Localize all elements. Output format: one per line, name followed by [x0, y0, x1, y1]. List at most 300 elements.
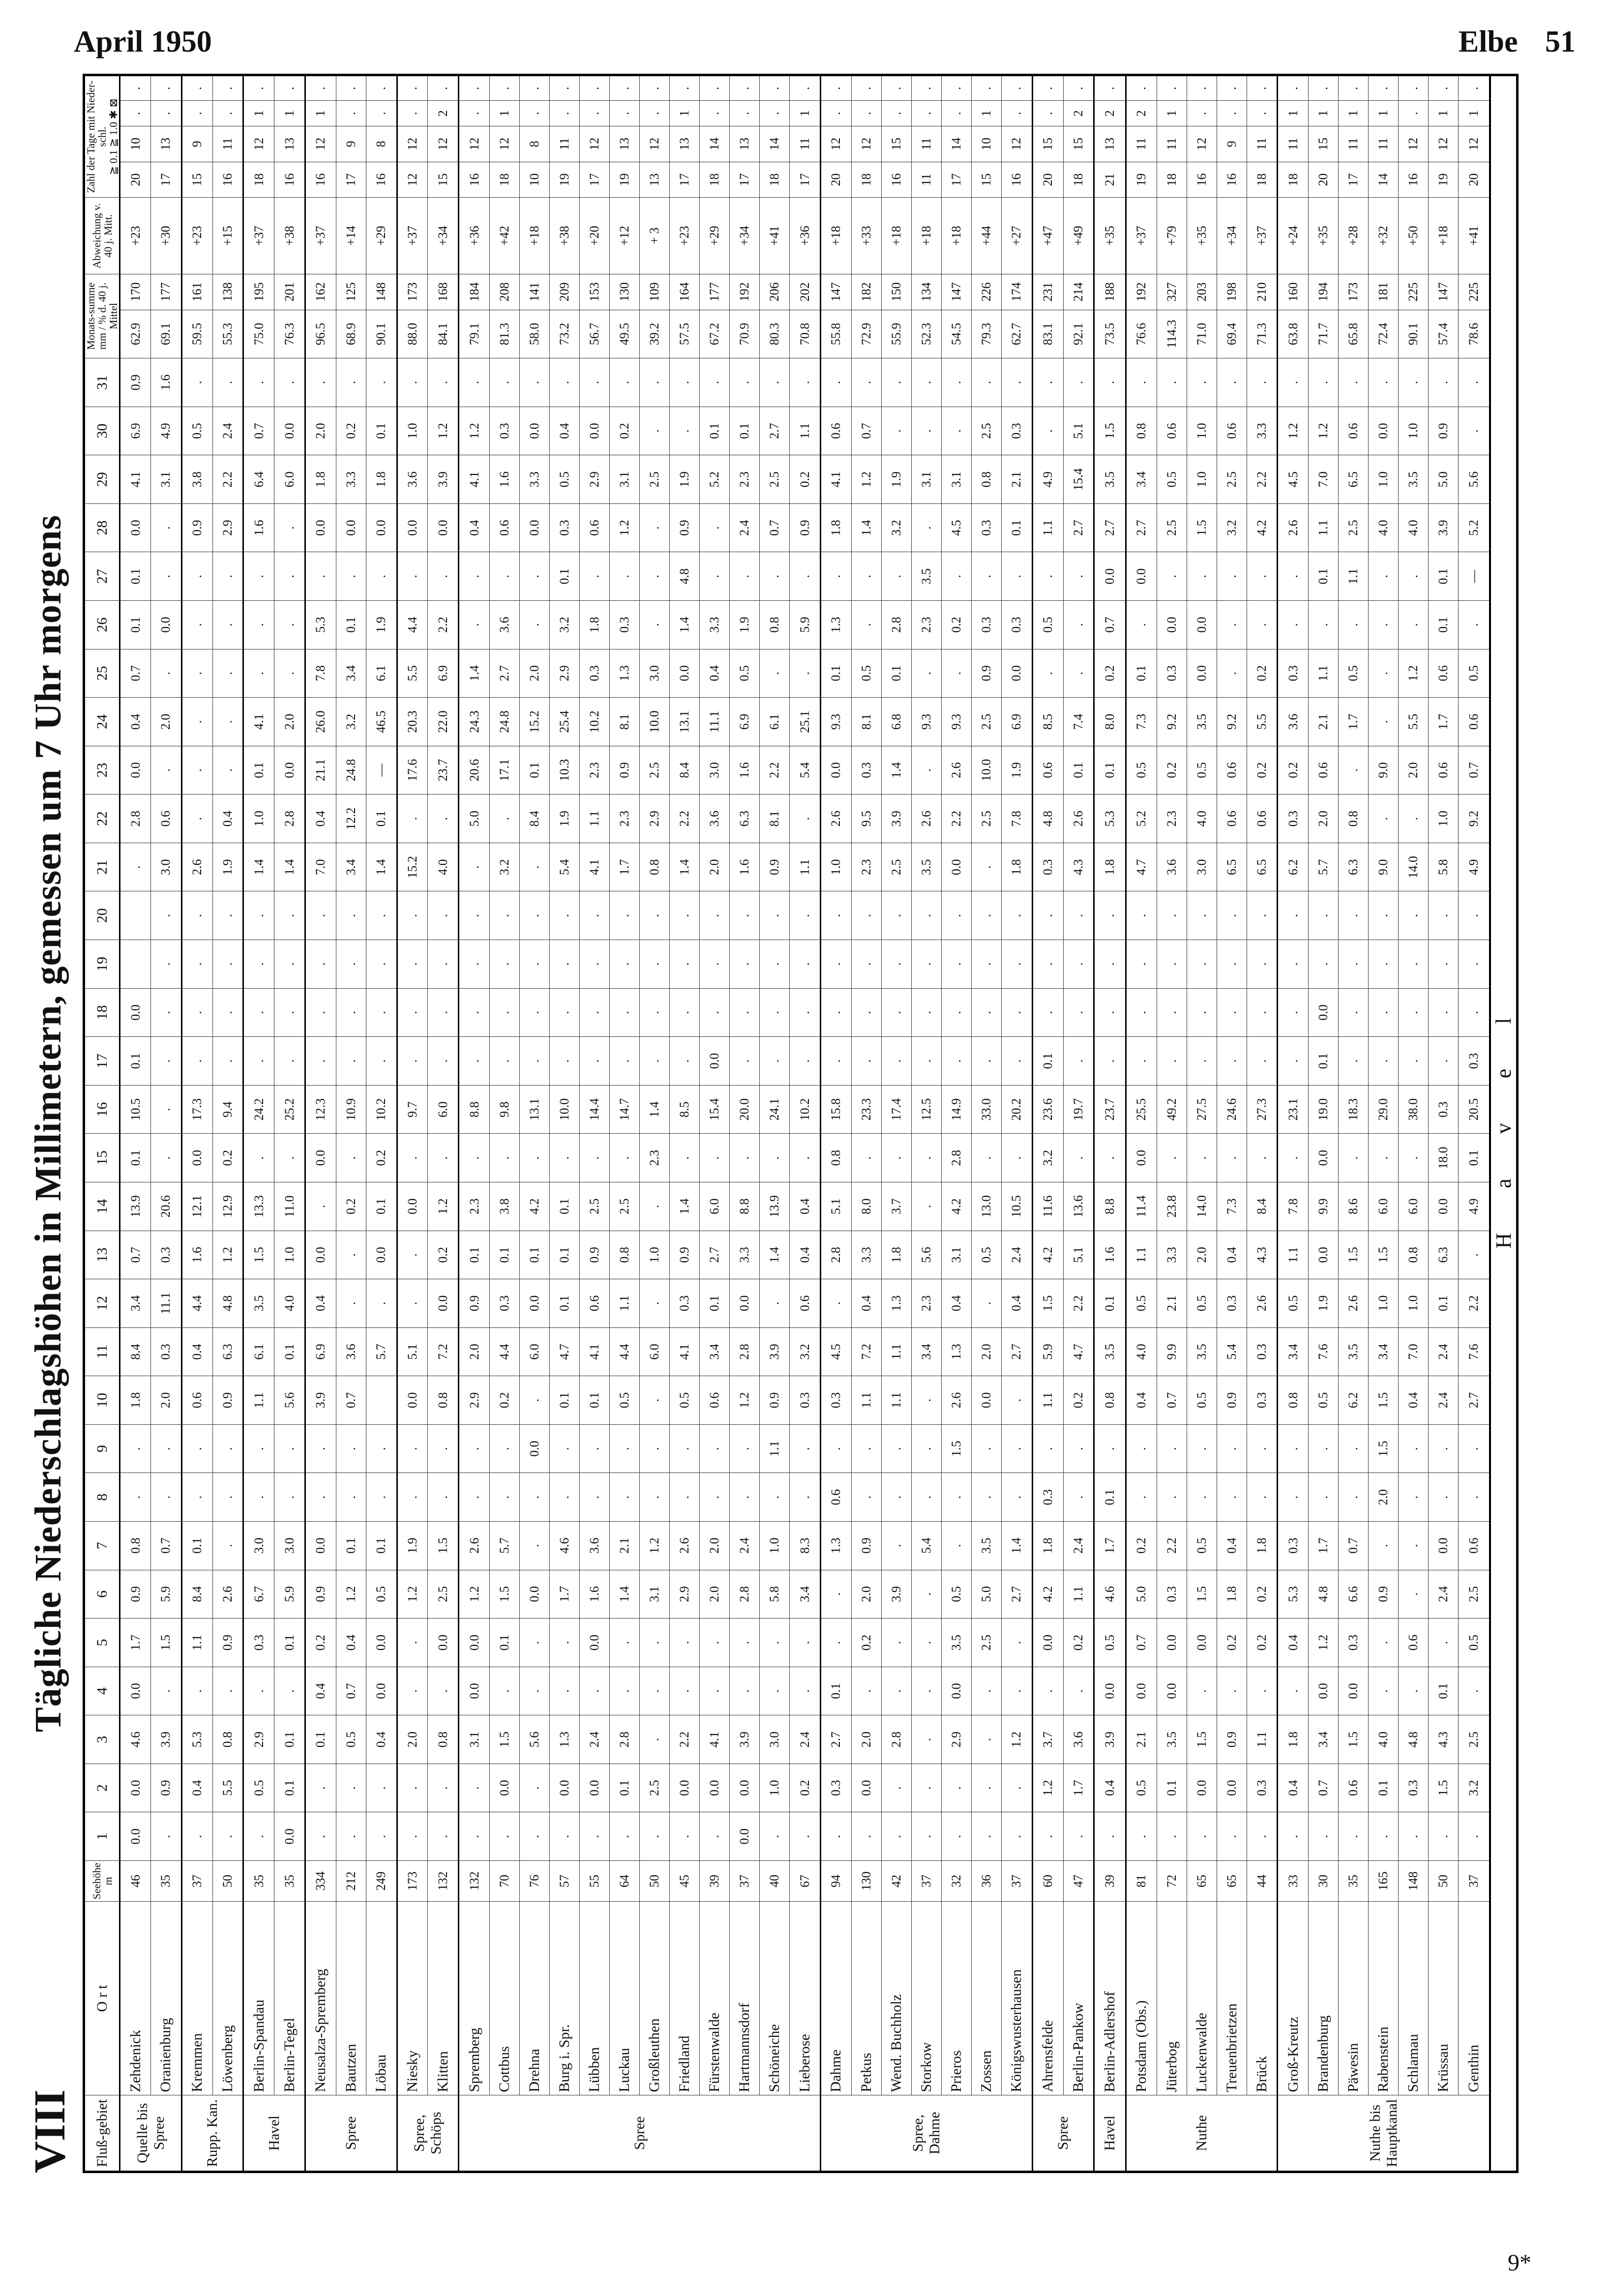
daily-value-cell: 0.0	[120, 1812, 151, 1861]
daily-value-cell: .	[428, 1764, 459, 1812]
days-ge-10-cell: 12	[459, 126, 490, 162]
daily-value-cell: 13.9	[120, 1182, 151, 1231]
daily-value-cell: .	[274, 552, 305, 601]
daily-value-cell: .	[336, 1764, 366, 1812]
daily-value-cell: 2.5	[1459, 1570, 1490, 1619]
header-day: 26	[84, 601, 120, 649]
daily-value-cell: 5.5	[1399, 698, 1429, 746]
daily-value-cell: 1.6	[489, 455, 519, 504]
daily-value-cell: 15.8	[821, 1085, 852, 1134]
table-row	[1309, 75, 1339, 2172]
daily-value-cell: 1.0	[821, 843, 852, 891]
daily-value-cell: .	[941, 1812, 971, 1861]
daily-value-cell: .	[580, 1473, 610, 1522]
daily-value-cell: .	[366, 988, 397, 1037]
days-ge-01-cell: 20	[120, 162, 151, 198]
daily-value-cell: 0.0	[428, 1279, 459, 1328]
other-days-cell: .	[366, 75, 397, 101]
elevation-cell: 35	[151, 1861, 182, 1902]
daily-value-cell: 10.0	[549, 1085, 579, 1134]
daily-value-cell: .	[1094, 891, 1126, 940]
daily-value-cell: 23.1	[1278, 1085, 1309, 1134]
daily-value-cell: 1.6	[181, 1231, 212, 1279]
daily-value-cell: 0.0	[941, 1667, 971, 1715]
daily-value-cell: 8.4	[670, 746, 700, 795]
daily-value-cell: 4.1	[670, 1327, 700, 1376]
elevation-cell: 55	[580, 1861, 610, 1902]
daily-value-cell: .	[821, 891, 852, 940]
daily-value-cell: 0.1	[181, 1521, 212, 1570]
daily-value-cell: 5.3	[305, 601, 336, 649]
daily-value-cell: .	[1278, 891, 1309, 940]
daily-value-cell: .	[580, 1134, 610, 1182]
days-ge-01-cell: 15	[428, 162, 459, 198]
daily-value-cell: 0.4	[1399, 1376, 1429, 1425]
daily-value-cell: 3.0	[760, 1715, 790, 1764]
daily-value-cell: 0.1	[120, 552, 151, 601]
deviation-cell: +34	[730, 198, 760, 274]
daily-value-cell: .	[1459, 1424, 1490, 1473]
daily-value-cell: 0.0	[366, 503, 397, 552]
daily-value-cell: 0.3	[151, 1327, 182, 1376]
daily-value-cell: .	[640, 503, 670, 552]
daily-value-cell: 0.1	[549, 1182, 579, 1231]
daily-value-cell: 0.4	[1278, 1764, 1309, 1812]
daily-value-cell: .	[1032, 1667, 1063, 1715]
daily-value-cell: 7.3	[1126, 698, 1157, 746]
daily-value-cell: 2.5	[971, 795, 1001, 843]
monthly-sum-cell: 78.6	[1459, 310, 1490, 358]
daily-value-cell: .	[730, 988, 760, 1037]
daily-value-cell: .	[1369, 1134, 1399, 1182]
monthly-sum-cell: 79.1	[459, 310, 490, 358]
days-ge-01-cell: 11	[911, 162, 941, 198]
elevation-cell: 212	[336, 1861, 366, 1902]
daily-value-cell: 2.2	[941, 795, 971, 843]
monthly-sum-cell: 57.4	[1429, 310, 1459, 358]
days-ge-10-cell: 11	[911, 126, 941, 162]
daily-value-cell: 0.2	[336, 407, 366, 455]
days-ge-10-cell: 12	[489, 126, 519, 162]
header-monatssumme: Monats-summe mm / % d. 40 j. Mittel	[84, 274, 120, 358]
header-day: 27	[84, 552, 120, 601]
station-name: Groß-Kreutz	[1278, 1902, 1309, 2095]
snow-days-cell: .	[519, 101, 549, 126]
daily-value-cell: 0.3	[1429, 1085, 1459, 1134]
daily-value-cell: .	[1126, 358, 1157, 407]
monthly-sum-cell: 59.5	[181, 310, 212, 358]
daily-value-cell: 0.5	[1309, 1376, 1339, 1425]
daily-value-cell: .	[1187, 1473, 1217, 1522]
daily-value-cell: .	[1187, 1424, 1217, 1473]
days-ge-10-cell: 12	[1429, 126, 1459, 162]
daily-value-cell: 0.0	[971, 1376, 1001, 1425]
daily-value-cell: 0.0	[459, 1619, 490, 1667]
daily-value-cell: 1.2	[640, 1521, 670, 1570]
percent-of-mean-cell: 177	[700, 274, 730, 310]
daily-value-cell: .	[881, 1473, 911, 1522]
daily-value-cell: 1.0	[1369, 1279, 1399, 1328]
daily-value-cell: 0.2	[610, 407, 640, 455]
daily-value-cell: .	[212, 358, 243, 407]
percent-of-mean-cell: 214	[1063, 274, 1094, 310]
daily-value-cell: 1.4	[670, 843, 700, 891]
daily-value-cell: 2.5	[1157, 503, 1187, 552]
daily-value-cell: .	[519, 358, 549, 407]
daily-value-cell: 0.0	[1217, 1764, 1247, 1812]
daily-value-cell: 0.3	[151, 1231, 182, 1279]
deviation-cell: +36	[790, 198, 821, 274]
daily-value-cell: 3.8	[181, 455, 212, 504]
daily-value-cell: .	[1399, 1521, 1429, 1570]
daily-value-cell: .	[971, 1037, 1001, 1086]
daily-value-cell: .	[881, 1812, 911, 1861]
monthly-sum-cell: 56.7	[580, 310, 610, 358]
other-days-cell: .	[305, 75, 336, 101]
daily-value-cell: .	[181, 1473, 212, 1522]
daily-value-cell: .	[821, 988, 852, 1037]
daily-value-cell: 0.0	[366, 1231, 397, 1279]
daily-value-cell: 2.0	[700, 1521, 730, 1570]
daily-value-cell: .	[151, 503, 182, 552]
daily-value-cell: .	[274, 940, 305, 989]
daily-value-cell: 0.3	[1247, 1764, 1278, 1812]
daily-value-cell: 24.8	[489, 698, 519, 746]
daily-value-cell: 1.0	[397, 407, 428, 455]
daily-value-cell: 1.2	[610, 503, 640, 552]
daily-value-cell: 12.3	[305, 1085, 336, 1134]
daily-value-cell: 0.0	[519, 1424, 549, 1473]
daily-value-cell: 4.8	[212, 1279, 243, 1328]
daily-value-cell: .	[1094, 358, 1126, 407]
daily-value-cell: 0.3	[1032, 1473, 1063, 1522]
daily-value-cell: 5.9	[274, 1570, 305, 1619]
daily-value-cell: 3.0	[151, 843, 182, 891]
days-ge-10-cell: 13	[670, 126, 700, 162]
other-days-cell: .	[730, 75, 760, 101]
daily-value-cell: 0.7	[1459, 746, 1490, 795]
daily-value-cell: 4.8	[1032, 795, 1063, 843]
daily-value-cell: 2.0	[519, 649, 549, 698]
daily-value-cell: .	[1247, 1037, 1278, 1086]
daily-value-cell: 11.1	[151, 1279, 182, 1328]
daily-value-cell: 0.5	[1126, 746, 1157, 795]
percent-of-mean-cell: 150	[881, 274, 911, 310]
daily-value-cell: .	[1217, 988, 1247, 1037]
daily-value-cell: 10.2	[790, 1085, 821, 1134]
daily-value-cell: 5.7	[489, 1521, 519, 1570]
daily-value-cell: .	[151, 1812, 182, 1861]
daily-value-cell: 0.0	[851, 1764, 881, 1812]
daily-value-cell: .	[1063, 1134, 1094, 1182]
daily-value-cell: 2.5	[971, 1619, 1001, 1667]
daily-value-cell: 1.4	[881, 746, 911, 795]
daily-value-cell: 0.5	[1126, 1279, 1157, 1328]
daily-value-cell: 2.7	[1459, 1376, 1490, 1425]
table-row	[519, 75, 549, 2172]
daily-value-cell: .	[730, 891, 760, 940]
daily-value-cell: .	[120, 843, 151, 891]
daily-value-cell: 0.2	[489, 1376, 519, 1425]
daily-value-cell: 5.1	[821, 1182, 852, 1231]
daily-value-cell: 0.0	[397, 1376, 428, 1425]
daily-value-cell: 1.7	[1063, 1764, 1094, 1812]
daily-value-cell: .	[790, 795, 821, 843]
daily-value-cell: .	[1217, 1134, 1247, 1182]
station-name: Fürstenwalde	[700, 1902, 730, 2095]
percent-of-mean-cell: 177	[151, 274, 182, 310]
table-row	[366, 75, 397, 2172]
daily-value-cell: 0.6	[1339, 407, 1369, 455]
daily-value-cell: 1.6	[580, 1570, 610, 1619]
snow-days-cell: 1	[1309, 101, 1339, 126]
days-ge-10-cell: 12	[428, 126, 459, 162]
days-ge-01-cell: 18	[700, 162, 730, 198]
daily-value-cell: 33.0	[971, 1085, 1001, 1134]
daily-value-cell: 1.5	[489, 1715, 519, 1764]
daily-value-cell: .	[274, 1667, 305, 1715]
daily-value-cell: .	[489, 552, 519, 601]
daily-value-cell: .	[700, 891, 730, 940]
daily-value-cell: 1.1	[881, 1376, 911, 1425]
elevation-cell: 76	[519, 1861, 549, 1902]
daily-value-cell: 0.0	[1032, 1619, 1063, 1667]
daily-value-cell: 0.1	[580, 1376, 610, 1425]
daily-value-cell: 0.0	[1001, 649, 1032, 698]
daily-value-cell: 9.0	[1369, 746, 1399, 795]
elevation-cell: 132	[428, 1861, 459, 1902]
daily-value-cell: 2.1	[610, 1521, 640, 1570]
daily-value-cell	[120, 940, 151, 989]
daily-value-cell: .	[941, 649, 971, 698]
daily-value-cell: 0.1	[821, 649, 852, 698]
daily-value-cell: .	[760, 552, 790, 601]
daily-value-cell: 1.2	[212, 1231, 243, 1279]
daily-value-cell: 0.5	[1187, 1376, 1217, 1425]
daily-value-cell: .	[1278, 601, 1309, 649]
daily-value-cell: 4.3	[1063, 843, 1094, 891]
daily-value-cell: .	[640, 1037, 670, 1086]
daily-value-cell: .	[1399, 601, 1429, 649]
daily-value-cell: 23.3	[851, 1085, 881, 1134]
days-ge-10-cell: 13	[274, 126, 305, 162]
other-days-cell: .	[120, 75, 151, 101]
daily-value-cell: .	[580, 552, 610, 601]
daily-value-cell: .	[1459, 358, 1490, 407]
monthly-sum-cell: 55.9	[881, 310, 911, 358]
daily-value-cell: 0.9	[181, 503, 212, 552]
daily-value-cell: 3.9	[881, 1570, 911, 1619]
daily-value-cell: 1.5	[1339, 1231, 1369, 1279]
daily-value-cell: .	[305, 358, 336, 407]
daily-value-cell: .	[670, 1134, 700, 1182]
daily-value-cell: .	[610, 1473, 640, 1522]
header-monatssumme-label: Monats-summe	[85, 282, 97, 350]
daily-value-cell: 0.1	[1429, 1667, 1459, 1715]
percent-of-mean-cell: 198	[1217, 274, 1247, 310]
daily-value-cell: 0.6	[580, 1279, 610, 1328]
daily-value-cell: 3.1	[459, 1715, 490, 1764]
daily-value-cell: 0.1	[610, 1764, 640, 1812]
header-day: 25	[84, 649, 120, 698]
daily-value-cell: 0.7	[1157, 1376, 1187, 1425]
daily-value-cell: 6.0	[519, 1327, 549, 1376]
daily-value-cell: 0.6	[821, 407, 852, 455]
daily-value-cell: 2.0	[1369, 1473, 1399, 1522]
daily-value-cell: 2.7	[821, 1715, 852, 1764]
daily-value-cell: 0.2	[851, 1619, 881, 1667]
daily-value-cell: 3.4	[1369, 1327, 1399, 1376]
header-day: 18	[84, 988, 120, 1037]
daily-value-cell: 0.5	[730, 649, 760, 698]
table-row	[1094, 75, 1126, 2172]
percent-of-mean-cell: 184	[459, 274, 490, 310]
daily-value-cell: .	[1001, 1134, 1032, 1182]
daily-value-cell: 0.0	[1369, 407, 1399, 455]
daily-value-cell: .	[851, 1424, 881, 1473]
daily-value-cell: 5.5	[212, 1764, 243, 1812]
days-ge-01-cell: 18	[489, 162, 519, 198]
daily-value-cell: 0.0	[305, 1231, 336, 1279]
daily-value-cell: .	[1339, 1812, 1369, 1861]
daily-value-cell: 1.0	[760, 1521, 790, 1570]
daily-value-cell: .	[397, 1812, 428, 1861]
table-row	[243, 75, 274, 2172]
daily-value-cell: .	[1187, 940, 1217, 989]
daily-value-cell: 6.0	[700, 1182, 730, 1231]
percent-of-mean-cell: 231	[1032, 274, 1063, 310]
daily-value-cell: 8.1	[610, 698, 640, 746]
deviation-cell: +47	[1032, 198, 1063, 274]
snow-days-cell: .	[397, 101, 428, 126]
daily-value-cell: .	[1309, 1473, 1339, 1522]
table-row	[305, 75, 336, 2172]
elevation-cell: 50	[1429, 1861, 1459, 1902]
monthly-sum-cell: 84.1	[428, 310, 459, 358]
daily-value-cell: 0.5	[1187, 1279, 1217, 1328]
daily-value-cell: 1.2	[428, 1182, 459, 1231]
daily-value-cell: 5.1	[1063, 1231, 1094, 1279]
daily-value-cell: .	[971, 940, 1001, 989]
daily-value-cell: 1.4	[760, 1231, 790, 1279]
daily-value-cell: 0.3	[971, 601, 1001, 649]
deviation-cell: +23	[181, 198, 212, 274]
daily-value-cell: .	[610, 1037, 640, 1086]
daily-value-cell: 0.1	[700, 1279, 730, 1328]
daily-value-cell: 4.6	[549, 1521, 579, 1570]
daily-value-cell: 0.0	[1094, 1667, 1126, 1715]
daily-value-cell: .	[640, 358, 670, 407]
daily-value-cell: 1.2	[459, 407, 490, 455]
daily-value-cell: .	[1278, 552, 1309, 601]
daily-value-cell: .	[640, 601, 670, 649]
table-row	[580, 75, 610, 2172]
daily-value-cell: 3.3	[700, 601, 730, 649]
daily-value-cell: 3.6	[489, 601, 519, 649]
daily-value-cell: .	[1399, 940, 1429, 989]
daily-value-cell: 2.4	[1429, 1376, 1459, 1425]
table-row	[640, 75, 670, 2172]
daily-value-cell: .	[640, 1424, 670, 1473]
daily-value-cell: 0.2	[366, 1134, 397, 1182]
daily-value-cell: 24.2	[243, 1085, 274, 1134]
daily-value-cell: 1.0	[243, 795, 274, 843]
daily-value-cell: 3.6	[1278, 698, 1309, 746]
daily-value-cell: 7.6	[1309, 1327, 1339, 1376]
daily-value-cell: 1.8	[580, 601, 610, 649]
snow-days-cell: 1	[1459, 101, 1490, 126]
table-row	[181, 75, 212, 2172]
daily-value-cell: 0.0	[489, 1764, 519, 1812]
daily-value-cell: .	[397, 1667, 428, 1715]
daily-value-cell: 4.4	[489, 1327, 519, 1376]
daily-value-cell: 3.7	[1032, 1715, 1063, 1764]
other-days-cell: .	[610, 75, 640, 101]
daily-value-cell: 2.8	[881, 601, 911, 649]
daily-value-cell: .	[459, 358, 490, 407]
daily-value-cell: 2.0	[151, 698, 182, 746]
elevation-cell: 35	[1339, 1861, 1369, 1902]
days-ge-10-cell: 10	[120, 126, 151, 162]
days-ge-01-cell: 17	[670, 162, 700, 198]
daily-value-cell: 0.1	[336, 1521, 366, 1570]
daily-value-cell: 0.3	[1247, 1327, 1278, 1376]
daily-value-cell: .	[181, 698, 212, 746]
deviation-cell: +38	[274, 198, 305, 274]
daily-value-cell: .	[305, 1473, 336, 1522]
daily-value-cell: .	[181, 1812, 212, 1861]
daily-value-cell: 2.5	[640, 455, 670, 504]
days-ge-01-cell: 15	[181, 162, 212, 198]
daily-value-cell: .	[120, 1473, 151, 1522]
snow-days-cell: .	[911, 101, 941, 126]
daily-value-cell: 0.3	[580, 649, 610, 698]
deviation-cell: +27	[1001, 198, 1032, 274]
daily-value-cell: 2.1	[1309, 698, 1339, 746]
deviation-cell: +35	[1309, 198, 1339, 274]
daily-value-cell: 0.6	[821, 1473, 852, 1522]
page-title: Tägliche Niederschlagshöhen in Millimetern, gemessen um 7 Uhr morgens	[28, 514, 69, 1733]
daily-value-cell: .	[243, 1134, 274, 1182]
daily-value-cell: .	[1247, 891, 1278, 940]
snow-days-cell: .	[151, 101, 182, 126]
daily-value-cell: 0.0	[305, 1134, 336, 1182]
daily-value-cell: 0.9	[1369, 1570, 1399, 1619]
daily-value-cell: 0.0	[397, 503, 428, 552]
daily-value-cell: 4.7	[1063, 1327, 1094, 1376]
page-number: 51	[1545, 25, 1576, 59]
daily-value-cell: 7.3	[1217, 1182, 1247, 1231]
header-ge01: ≧ 0.1	[107, 149, 120, 176]
daily-value-cell: 7.8	[305, 649, 336, 698]
daily-value-cell: .	[1126, 891, 1157, 940]
daily-value-cell: 0.3	[790, 1376, 821, 1425]
days-ge-10-cell: 12	[1399, 126, 1429, 162]
snow-days-cell: .	[851, 101, 881, 126]
daily-value-cell: 2.6	[1063, 795, 1094, 843]
daily-value-cell: 2.0	[151, 1376, 182, 1425]
days-ge-10-cell: 12	[1001, 126, 1032, 162]
daily-value-cell: .	[489, 1037, 519, 1086]
station-name: Rabenstein	[1369, 1902, 1399, 2095]
daily-value-cell: 14.7	[610, 1085, 640, 1134]
daily-value-cell: .	[274, 988, 305, 1037]
daily-value-cell: .	[1459, 940, 1490, 989]
elevation-cell: 37	[1001, 1861, 1032, 1902]
days-ge-01-cell: 20	[1032, 162, 1063, 198]
header-mm: mm	[96, 332, 109, 350]
daily-value-cell: 0.1	[1094, 1279, 1126, 1328]
